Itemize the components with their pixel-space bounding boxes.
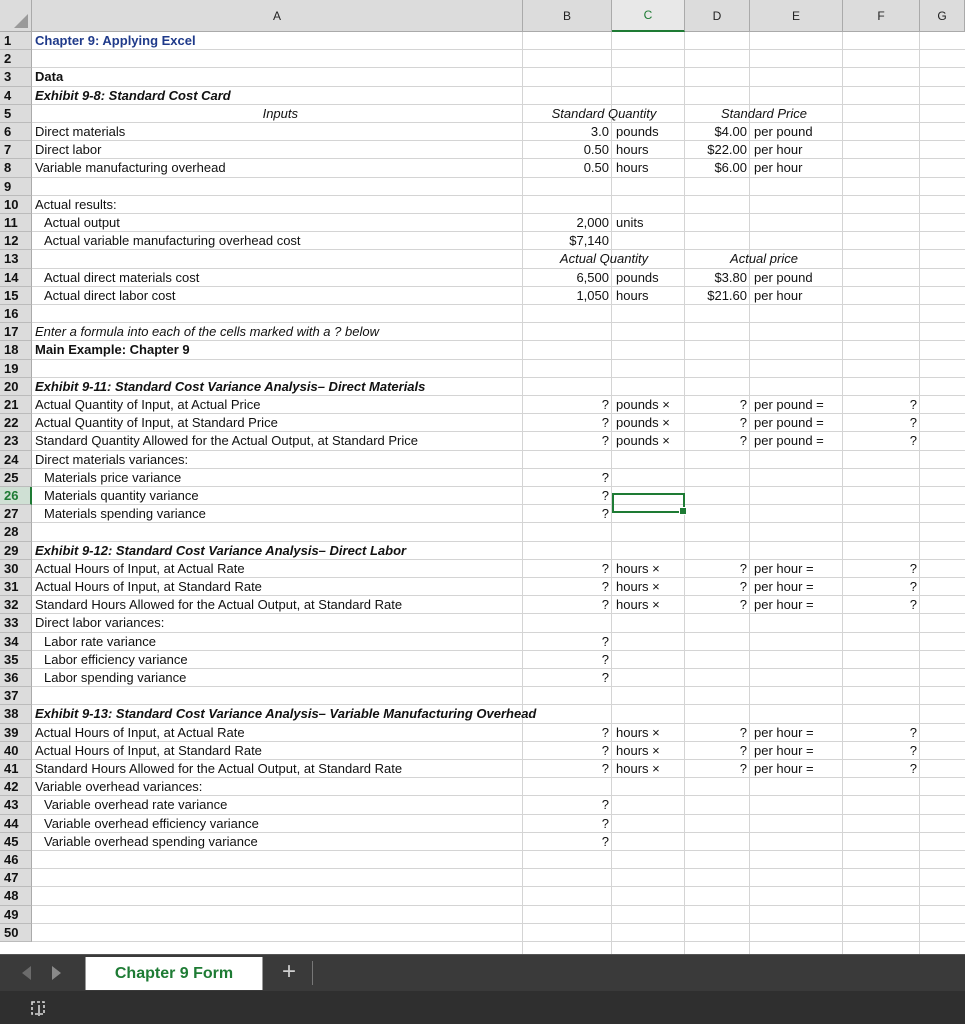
row-header-13[interactable]: 13 — [0, 250, 32, 268]
cell-a10[interactable]: Actual results: — [35, 196, 117, 212]
cell-c40[interactable]: hours × — [616, 742, 660, 758]
sheet-tab-chapter-9-form[interactable]: Chapter 9 Form — [85, 957, 263, 990]
column-header-c[interactable]: C — [612, 0, 685, 32]
cell-c6[interactable]: pounds — [616, 124, 659, 139]
row-header-41[interactable]: 41 — [0, 760, 32, 778]
cell-a38[interactable]: Exhibit 9-13: Standard Cost Variance Analysis– Variable Manufacturing Overhead — [35, 706, 537, 722]
cell-e31[interactable]: per hour = — [754, 579, 814, 594]
cell-a41[interactable]: Standard Hours Allowed for the Actual Output, at Standard Rate — [35, 761, 403, 776]
cell-b30[interactable]: ? — [601, 560, 609, 576]
cell-f23[interactable]: ? — [909, 433, 917, 449]
row-header-22[interactable]: 22 — [0, 414, 32, 432]
cell-c11[interactable]: units — [616, 215, 644, 230]
row-gridline — [32, 868, 965, 869]
cell-a36[interactable]: Labor spending variance — [44, 670, 187, 685]
cell-b32[interactable]: ? — [601, 597, 609, 613]
macro-record-icon[interactable] — [30, 1000, 48, 1018]
row-header-31[interactable]: 31 — [0, 578, 32, 596]
row-header-39[interactable]: 39 — [0, 724, 32, 742]
cell-a17[interactable]: Enter a formula into each of the cells marked with a ? below — [35, 324, 379, 340]
row-header-15[interactable]: 15 — [0, 287, 32, 305]
cell-b45[interactable]: ? — [601, 833, 609, 849]
row-header-46[interactable]: 46 — [0, 851, 32, 869]
row-header-10[interactable]: 10 — [0, 196, 32, 214]
cell-a26[interactable]: Materials quantity variance — [44, 488, 199, 503]
column-gridline — [919, 32, 920, 954]
cell-e40[interactable]: per hour = — [754, 742, 814, 758]
row-header-21[interactable]: 21 — [0, 396, 32, 414]
row-header-6[interactable]: 6 — [0, 123, 32, 141]
row-header-5[interactable]: 5 — [0, 105, 32, 123]
cell-b40[interactable]: ? — [601, 742, 609, 758]
cell-d30[interactable]: ? — [739, 560, 747, 576]
cell-f32[interactable]: ? — [909, 597, 917, 613]
row-header-25[interactable]: 25 — [0, 469, 32, 487]
row-header-16[interactable]: 16 — [0, 305, 32, 323]
cell-a6[interactable]: Direct materials — [35, 124, 126, 139]
row-gridline — [32, 941, 965, 942]
cell-d40[interactable]: ? — [739, 742, 747, 758]
cell-e14[interactable]: per pound — [754, 269, 813, 285]
cell-a8[interactable]: Variable manufacturing overhead — [35, 160, 226, 176]
cell-b25[interactable]: ? — [601, 469, 609, 485]
cell-e7[interactable]: per hour — [754, 142, 803, 158]
cell-f30[interactable]: ? — [909, 560, 917, 576]
cell-b43[interactable]: ? — [601, 797, 609, 813]
row-header-28[interactable]: 28 — [0, 523, 32, 541]
row-header-8[interactable]: 8 — [0, 159, 32, 177]
cell-a25[interactable]: Materials price variance — [44, 469, 182, 485]
column-header-a[interactable]: A — [32, 0, 523, 32]
cell-e39[interactable]: per hour = — [754, 724, 814, 740]
row-header-20[interactable]: 20 — [0, 378, 32, 396]
column-header-b[interactable]: B — [523, 0, 612, 32]
row-header-37[interactable]: 37 — [0, 687, 32, 705]
cell-a30[interactable]: Actual Hours of Input, at Actual Rate — [35, 560, 245, 576]
cell-a35[interactable]: Labor efficiency variance — [44, 651, 188, 667]
cell-a7[interactable]: Direct labor — [35, 142, 102, 158]
cell-a29[interactable]: Exhibit 9-12: Standard Cost Variance Analysis– Direct Labor — [35, 542, 407, 558]
column-header-e[interactable]: E — [750, 0, 843, 32]
row-header-23[interactable]: 23 — [0, 432, 32, 450]
row-header-35[interactable]: 35 — [0, 651, 32, 669]
row-header-32[interactable]: 32 — [0, 596, 32, 614]
cell-e8[interactable]: per hour — [754, 160, 803, 176]
cell-a4[interactable]: Exhibit 9-8: Standard Cost Card — [35, 87, 231, 103]
cell-c23[interactable]: pounds × — [616, 433, 670, 449]
cell-a34[interactable]: Labor rate variance — [44, 633, 157, 649]
cell-a43[interactable]: Variable overhead rate variance — [44, 797, 228, 813]
cell-a15[interactable]: Actual direct labor cost — [44, 287, 176, 303]
previous-sheet-arrow-icon[interactable] — [22, 966, 31, 980]
row-gridline — [32, 195, 965, 196]
cell-b7[interactable]: 0.50 — [583, 142, 609, 158]
next-sheet-arrow-icon[interactable] — [52, 966, 61, 980]
cell-c14[interactable]: pounds — [616, 269, 659, 285]
row-header-18[interactable]: 18 — [0, 341, 32, 359]
cell-f21[interactable]: ? — [909, 397, 917, 412]
cell-a14[interactable]: Actual direct materials cost — [44, 269, 200, 285]
row-header-48[interactable]: 48 — [0, 887, 32, 905]
cell-d8[interactable]: $6.00 — [714, 160, 747, 176]
cell-f40[interactable]: ? — [909, 742, 917, 758]
cell-b12[interactable]: $7,140 — [569, 233, 609, 249]
row-gridline — [32, 140, 965, 141]
cell-a42[interactable]: Variable overhead variances: — [35, 779, 203, 795]
cell-b8[interactable]: 0.50 — [583, 160, 609, 176]
column-gridline — [749, 32, 750, 954]
cell-a31[interactable]: Actual Hours of Input, at Standard Rate — [35, 579, 262, 594]
cell-b21[interactable]: ? — [601, 397, 609, 412]
cell-e41[interactable]: per hour = — [754, 761, 814, 776]
cell-a18[interactable]: Main Example: Chapter 9 — [35, 342, 190, 358]
cell-a39[interactable]: Actual Hours of Input, at Actual Rate — [35, 724, 245, 740]
row-header-12[interactable]: 12 — [0, 232, 32, 250]
add-sheet-button[interactable]: + — [281, 958, 296, 985]
cell-a21[interactable]: Actual Quantity of Input, at Actual Price — [35, 397, 261, 412]
cell-d5[interactable]: Standard Price — [721, 105, 807, 121]
tab-divider — [312, 961, 313, 985]
cell-c22[interactable]: pounds × — [616, 415, 670, 431]
cell-f22[interactable]: ? — [909, 415, 917, 431]
cell-b44[interactable]: ? — [601, 815, 609, 831]
cell-a44[interactable]: Variable overhead efficiency variance — [44, 815, 259, 831]
row-header-43[interactable]: 43 — [0, 796, 32, 814]
cell-d15[interactable]: $21.60 — [707, 287, 747, 303]
row-header-1[interactable]: 1 — [0, 32, 32, 50]
cell-e32[interactable]: per hour = — [754, 597, 814, 613]
row-header-27[interactable]: 27 — [0, 505, 32, 523]
cell-f39[interactable]: ? — [909, 724, 917, 740]
cell-b41[interactable]: ? — [601, 761, 609, 776]
cell-c7[interactable]: hours — [616, 142, 649, 158]
row-header-34[interactable]: 34 — [0, 633, 32, 651]
row-header-2[interactable]: 2 — [0, 50, 32, 68]
cell-e22[interactable]: per pound = — [754, 415, 824, 431]
row-header-19[interactable]: 19 — [0, 360, 32, 378]
row-header-24[interactable]: 24 — [0, 451, 32, 469]
cell-d21[interactable]: ? — [739, 397, 747, 412]
row-header-7[interactable]: 7 — [0, 141, 32, 159]
cell-e30[interactable]: per hour = — [754, 560, 814, 576]
row-header-50[interactable]: 50 — [0, 924, 32, 942]
cell-d31[interactable]: ? — [739, 579, 747, 594]
cell-d14[interactable]: $3.80 — [714, 269, 747, 285]
row-header-30[interactable]: 30 — [0, 560, 32, 578]
row-gridline — [32, 67, 965, 68]
cell-c8[interactable]: hours — [616, 160, 649, 176]
select-all-triangle-icon — [14, 14, 28, 28]
row-header-4[interactable]: 4 — [0, 87, 32, 105]
cell-a1[interactable]: Chapter 9: Applying Excel — [35, 33, 196, 48]
cell-a12[interactable]: Actual variable manufacturing overhead cost — [44, 233, 301, 249]
cell-b6[interactable]: 3.0 — [590, 124, 609, 139]
cell-b31[interactable]: ? — [601, 579, 609, 594]
row-gridline — [32, 886, 965, 887]
cell-d13[interactable]: Actual price — [730, 251, 798, 267]
cell-b13[interactable]: Actual Quantity — [559, 251, 649, 267]
row-header-26[interactable]: 26 — [0, 487, 32, 505]
row-gridline — [32, 923, 965, 924]
cell-d6[interactable]: $4.00 — [714, 124, 747, 139]
cell-f41[interactable]: ? — [909, 761, 917, 776]
cell-e23[interactable]: per pound = — [754, 433, 824, 449]
column-gridline — [842, 32, 843, 954]
row-header-42[interactable]: 42 — [0, 778, 32, 796]
cell-c39[interactable]: hours × — [616, 724, 660, 740]
row-header-44[interactable]: 44 — [0, 815, 32, 833]
row-header-33[interactable]: 33 — [0, 614, 32, 632]
cell-c31[interactable]: hours × — [616, 579, 660, 594]
cell-f31[interactable]: ? — [909, 579, 917, 594]
cell-b5[interactable]: Standard Quantity — [551, 105, 657, 121]
row-header-47[interactable]: 47 — [0, 869, 32, 887]
sheet-tab-bar — [0, 954, 965, 991]
fill-handle[interactable] — [679, 507, 687, 515]
column-header-f[interactable]: F — [843, 0, 920, 32]
cell-a32[interactable]: Standard Hours Allowed for the Actual Output, at Standard Rate — [35, 597, 403, 613]
cell-b23[interactable]: ? — [601, 433, 609, 449]
cell-d22[interactable]: ? — [739, 415, 747, 431]
cell-b26[interactable]: ? — [601, 488, 609, 503]
cell-b11[interactable]: 2,000 — [576, 215, 609, 230]
cell-a24[interactable]: Direct materials variances: — [35, 451, 189, 467]
cell-b35[interactable]: ? — [601, 651, 609, 667]
row-header-36[interactable]: 36 — [0, 669, 32, 687]
active-cell-c26[interactable] — [612, 493, 685, 513]
cell-b14[interactable]: 6,500 — [576, 269, 609, 285]
cell-b34[interactable]: ? — [601, 633, 609, 649]
cell-b39[interactable]: ? — [601, 724, 609, 740]
cell-d23[interactable]: ? — [739, 433, 747, 449]
row-header-49[interactable]: 49 — [0, 906, 32, 924]
row-header-17[interactable]: 17 — [0, 323, 32, 341]
cell-a33[interactable]: Direct labor variances: — [35, 615, 165, 631]
cell-c30[interactable]: hours × — [616, 560, 660, 576]
row-header-11[interactable]: 11 — [0, 214, 32, 232]
cell-a27[interactable]: Materials spending variance — [44, 506, 206, 522]
cell-b22[interactable]: ? — [601, 415, 609, 431]
column-header-g[interactable]: G — [920, 0, 965, 32]
cell-e15[interactable]: per hour — [754, 287, 803, 303]
cell-e21[interactable]: per pound = — [754, 397, 824, 412]
cell-a3[interactable]: Data — [35, 69, 64, 85]
column-header-d[interactable]: D — [685, 0, 750, 32]
cell-a40[interactable]: Actual Hours of Input, at Standard Rate — [35, 742, 262, 758]
cell-a20[interactable]: Exhibit 9-11: Standard Cost Variance Analysis– Direct Materials — [35, 378, 426, 394]
row-header-9[interactable]: 9 — [0, 178, 32, 196]
row-gridline — [32, 905, 965, 906]
cell-a45[interactable]: Variable overhead spending variance — [44, 833, 258, 849]
row-header-3[interactable]: 3 — [0, 68, 32, 86]
cell-d39[interactable]: ? — [739, 724, 747, 740]
cell-a5[interactable]: Inputs — [262, 105, 298, 121]
status-bar — [0, 991, 965, 1024]
row-header-14[interactable]: 14 — [0, 269, 32, 287]
select-all-button[interactable] — [0, 0, 32, 32]
row-header-38[interactable]: 38 — [0, 705, 32, 723]
row-header-45[interactable]: 45 — [0, 833, 32, 851]
cell-a23[interactable]: Standard Quantity Allowed for the Actual Output, at Standard Price — [35, 433, 419, 449]
cell-a11[interactable]: Actual output — [44, 215, 120, 230]
row-gridline — [32, 632, 965, 633]
row-gridline — [32, 213, 965, 214]
cell-b27[interactable]: ? — [601, 506, 609, 522]
cell-b36[interactable]: ? — [601, 670, 609, 685]
row-header-29[interactable]: 29 — [0, 542, 32, 560]
cell-c41[interactable]: hours × — [616, 761, 660, 776]
cell-d7[interactable]: $22.00 — [707, 142, 747, 158]
cell-c32[interactable]: hours × — [616, 597, 660, 613]
cell-d32[interactable]: ? — [739, 597, 747, 613]
cell-c15[interactable]: hours — [616, 287, 649, 303]
cell-a22[interactable]: Actual Quantity of Input, at Standard Price — [35, 415, 278, 431]
cell-b15[interactable]: 1,050 — [576, 287, 609, 303]
cell-e6[interactable]: per pound — [754, 124, 813, 139]
row-header-40[interactable]: 40 — [0, 742, 32, 760]
cell-c21[interactable]: pounds × — [616, 397, 670, 412]
cell-d41[interactable]: ? — [739, 761, 747, 776]
